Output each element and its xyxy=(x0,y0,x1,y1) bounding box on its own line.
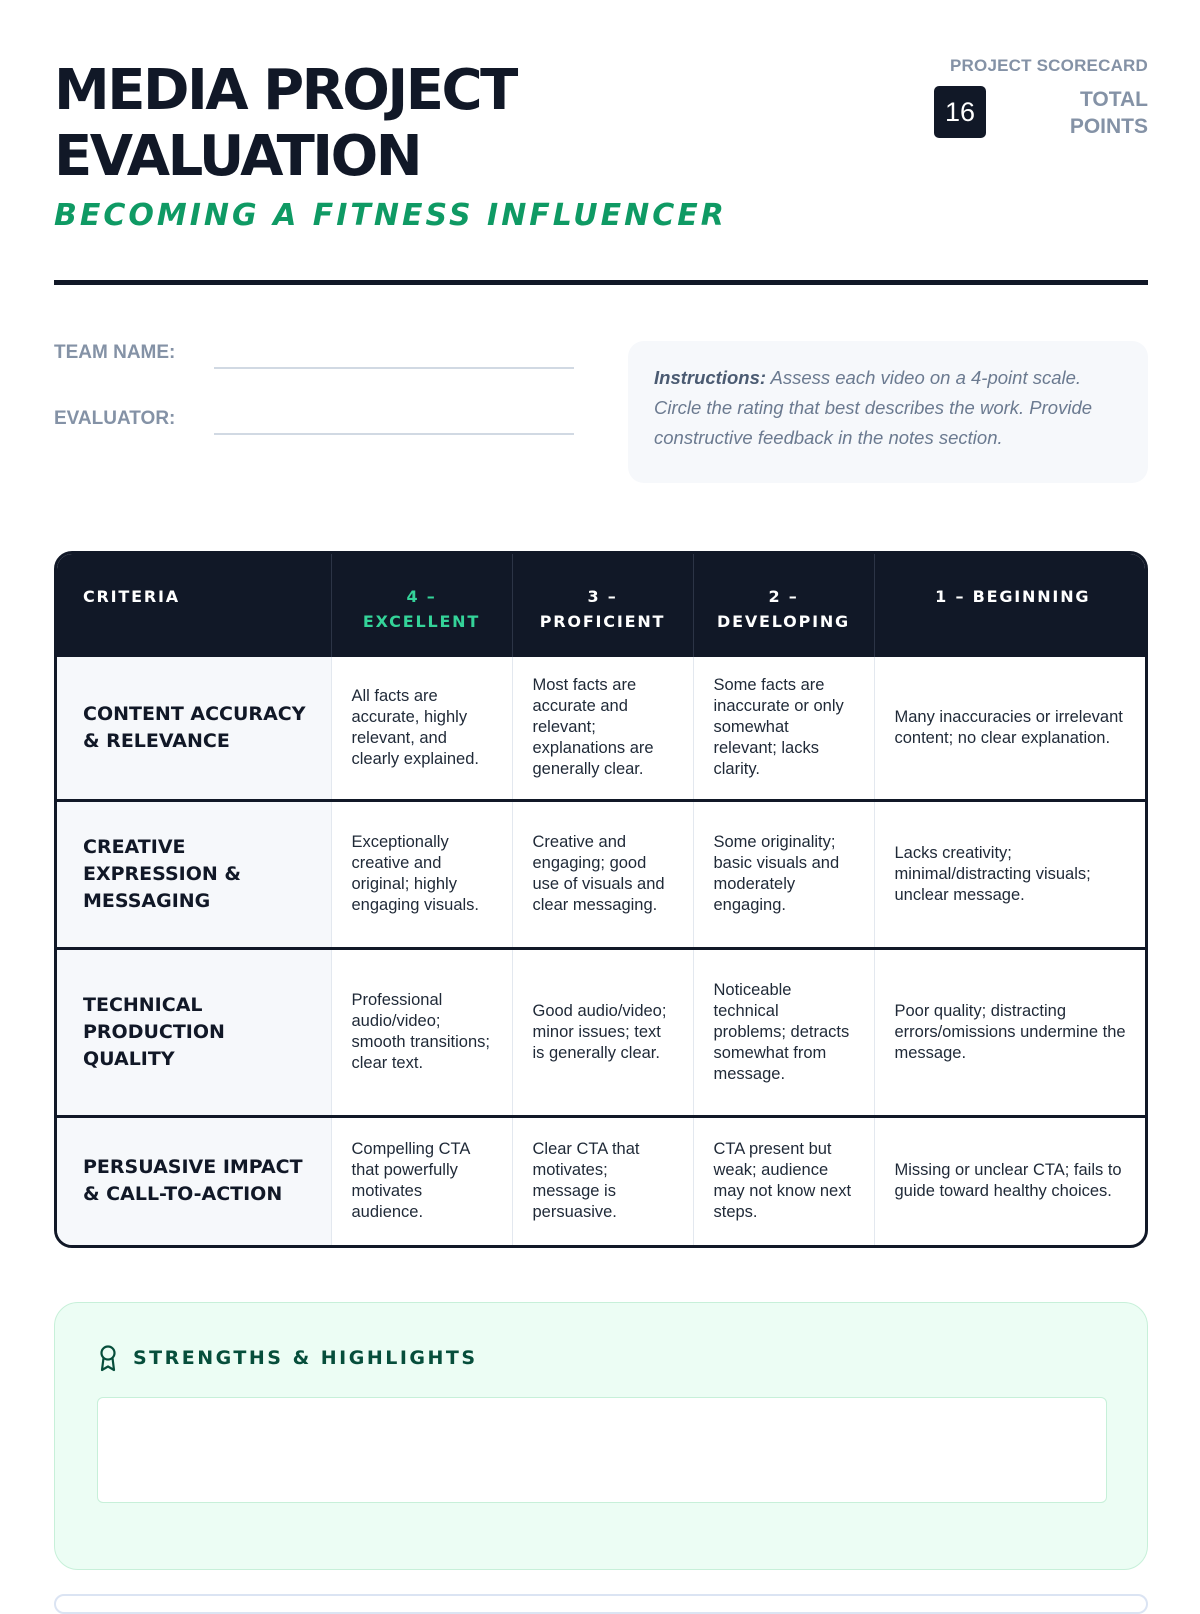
score-total-label xyxy=(1028,86,1148,140)
column-header-score: 1 – BEGINNING xyxy=(935,587,1091,606)
rating-cell-excellent[interactable]: All facts are accurate, highly relevant, and clearly explained. xyxy=(331,657,512,800)
rubric-row-persuasive-impact xyxy=(57,1116,1148,1245)
rating-cell-proficient[interactable]: Most facts are accurate and relevant; explanations are generally clear. xyxy=(512,657,693,800)
rating-cell-beginning[interactable]: Many inaccuracies or irrelevant content; no clear explanation. xyxy=(874,657,1148,800)
rating-cell-developing[interactable]: Noticeable technical problems; detracts somewhat from message. xyxy=(693,948,874,1116)
rating-cell-developing[interactable]: Some facts are inaccurate or only somewhat relevant; lacks clarity. xyxy=(693,657,874,800)
column-header-criteria xyxy=(57,554,331,657)
instructions-box xyxy=(628,341,1148,483)
column-header-score: 2 – xyxy=(768,587,799,606)
page-title xyxy=(54,58,516,190)
team-name-label: TEAM NAME: xyxy=(54,342,176,363)
rating-cell-proficient[interactable]: Good audio/video; minor issues; text is generally clear. xyxy=(512,948,693,1116)
column-header-level: DEVELOPING xyxy=(717,612,850,631)
rating-cell-developing[interactable]: CTA present but weak; audience may not know next steps. xyxy=(693,1116,874,1245)
criteria-cell: PERSUASIVE IMPACT & CALL-TO-ACTION xyxy=(57,1116,331,1245)
header-divider xyxy=(54,280,1148,285)
criteria-cell: TECHNICAL PRODUCTION QUALITY xyxy=(57,948,331,1116)
score-total-line-2: POINTS xyxy=(1069,115,1148,138)
rubric-row-content-accuracy xyxy=(57,657,1148,800)
score-total-line-1: TOTAL xyxy=(1079,88,1148,111)
rating-cell-developing[interactable]: Some originality; basic visuals and moderately engaging. xyxy=(693,800,874,948)
rubric-row-creative-expression xyxy=(57,800,1148,948)
rating-cell-proficient[interactable]: Clear CTA that motivates; message is persuasive. xyxy=(512,1116,693,1245)
next-section-edge xyxy=(54,1594,1148,1614)
criteria-cell: CREATIVE EXPRESSION & MESSAGING xyxy=(57,800,331,948)
column-header-excellent xyxy=(331,554,512,657)
rubric-row-technical-quality xyxy=(57,948,1148,1116)
project-scorecard xyxy=(928,52,1148,142)
strengths-header xyxy=(97,1343,478,1373)
evaluator-field[interactable] xyxy=(214,432,574,435)
rating-cell-beginning[interactable]: Missing or unclear CTA; fails to guide toward healthy choices. xyxy=(874,1116,1148,1245)
instructions-text: Assess each video on a 4-point scale. Circle the rating that best describes the work. Provide constructive feedback in the notes section. xyxy=(654,367,1093,448)
column-header-level: EXCELLENT xyxy=(362,612,481,631)
header xyxy=(54,52,1148,252)
rating-cell-beginning[interactable]: Lacks creativity; minimal/distracting visuals; unclear message. xyxy=(874,800,1148,948)
scorecard-label: PROJECT SCORECARD xyxy=(950,56,1148,75)
column-header-proficient xyxy=(512,554,693,657)
award-icon xyxy=(97,1344,119,1372)
instructions-lead: Instructions: xyxy=(654,367,767,388)
column-header-label: CRITERIA xyxy=(83,587,180,606)
rubric-header-row xyxy=(57,554,1148,657)
rating-cell-proficient[interactable]: Creative and engaging; good use of visuals and clear messaging. xyxy=(512,800,693,948)
strengths-section xyxy=(54,1302,1148,1570)
criteria-cell: CONTENT ACCURACY & RELEVANCE xyxy=(57,657,331,800)
page-subtitle: BECOMING A FITNESS INFLUENCER xyxy=(54,198,727,233)
rating-cell-excellent[interactable]: Professional audio/video; smooth transitions; clear text. xyxy=(331,948,512,1116)
column-header-score: 4 – xyxy=(406,587,437,606)
title-line-1: MEDIA PROJECT xyxy=(54,58,516,123)
strengths-title: STRENGTHS & HIGHLIGHTS xyxy=(133,1347,478,1369)
rating-cell-excellent[interactable]: Exceptionally creative and original; highly engaging visuals. xyxy=(331,800,512,948)
title-line-2: EVALUATION xyxy=(54,124,421,189)
strengths-notes-input[interactable] xyxy=(97,1397,1107,1503)
column-header-score: 3 – xyxy=(587,587,618,606)
team-name-field[interactable] xyxy=(214,366,574,369)
column-header-developing xyxy=(693,554,874,657)
rating-cell-beginning[interactable]: Poor quality; distracting errors/omissions undermine the message. xyxy=(874,948,1148,1116)
rating-cell-excellent[interactable]: Compelling CTA that powerfully motivates audience. xyxy=(331,1116,512,1245)
evaluator-label: EVALUATOR: xyxy=(54,408,176,429)
column-header-beginning xyxy=(874,554,1148,657)
score-value[interactable]: 16 xyxy=(934,86,986,138)
evaluation-page xyxy=(54,0,1148,1600)
column-header-level: PROFICIENT xyxy=(539,612,666,631)
rubric-table xyxy=(54,551,1148,1248)
